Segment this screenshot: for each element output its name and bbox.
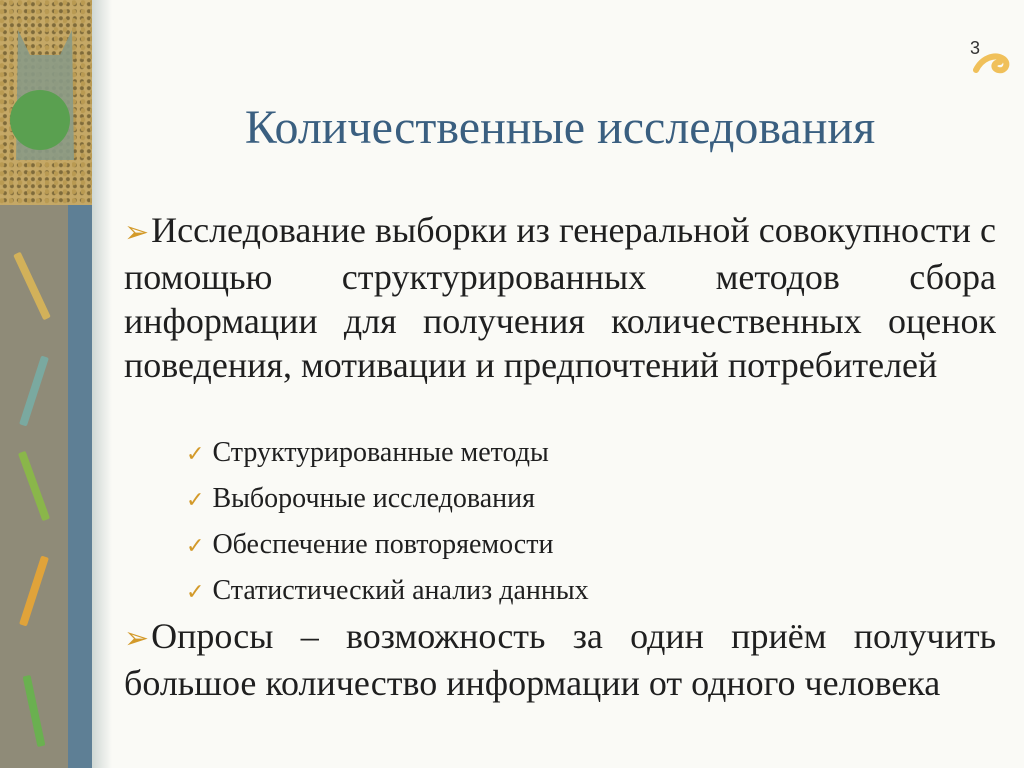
list-item: [186, 568, 589, 614]
sub-bullet-list: [186, 430, 589, 614]
arrow-bullet-icon: ➢: [124, 622, 150, 655]
list-item: [186, 522, 589, 568]
main-bullet-text: Исследование выборки из генеральной совокупности с помощью структурированных методов сбора информации для получения количественных оценок поведения, мотивации и предпочтений потребителей: [124, 210, 996, 385]
list-item-text: Структурированные методы: [212, 437, 549, 468]
decorative-swirl-icon: [972, 48, 1016, 80]
arrow-bullet-icon: ➢: [124, 216, 150, 249]
decorative-gradient: [92, 0, 112, 768]
checkmark-icon: ✓: [186, 441, 205, 466]
decorative-cat-icon: [0, 10, 92, 200]
list-item-text: Обеспечение повторяемости: [212, 529, 554, 560]
list-item-text: Выборочные исследования: [212, 483, 535, 514]
list-item-text: Статистический анализ данных: [212, 575, 589, 606]
checkmark-icon: ✓: [186, 579, 205, 604]
checkmark-icon: ✓: [186, 487, 205, 512]
list-item: [186, 430, 589, 476]
slide-title: Количественные исследования: [244, 101, 876, 154]
second-bullet: [124, 614, 996, 705]
checkmark-icon: ✓: [186, 533, 205, 558]
main-bullet: [124, 208, 996, 387]
list-item: [186, 476, 589, 522]
page-number: 3: [970, 38, 981, 58]
second-bullet-text: Опросы – возможность за один приём получить большое количество информации от одного человека: [124, 616, 996, 703]
decorative-blue-stripe: [68, 205, 92, 768]
